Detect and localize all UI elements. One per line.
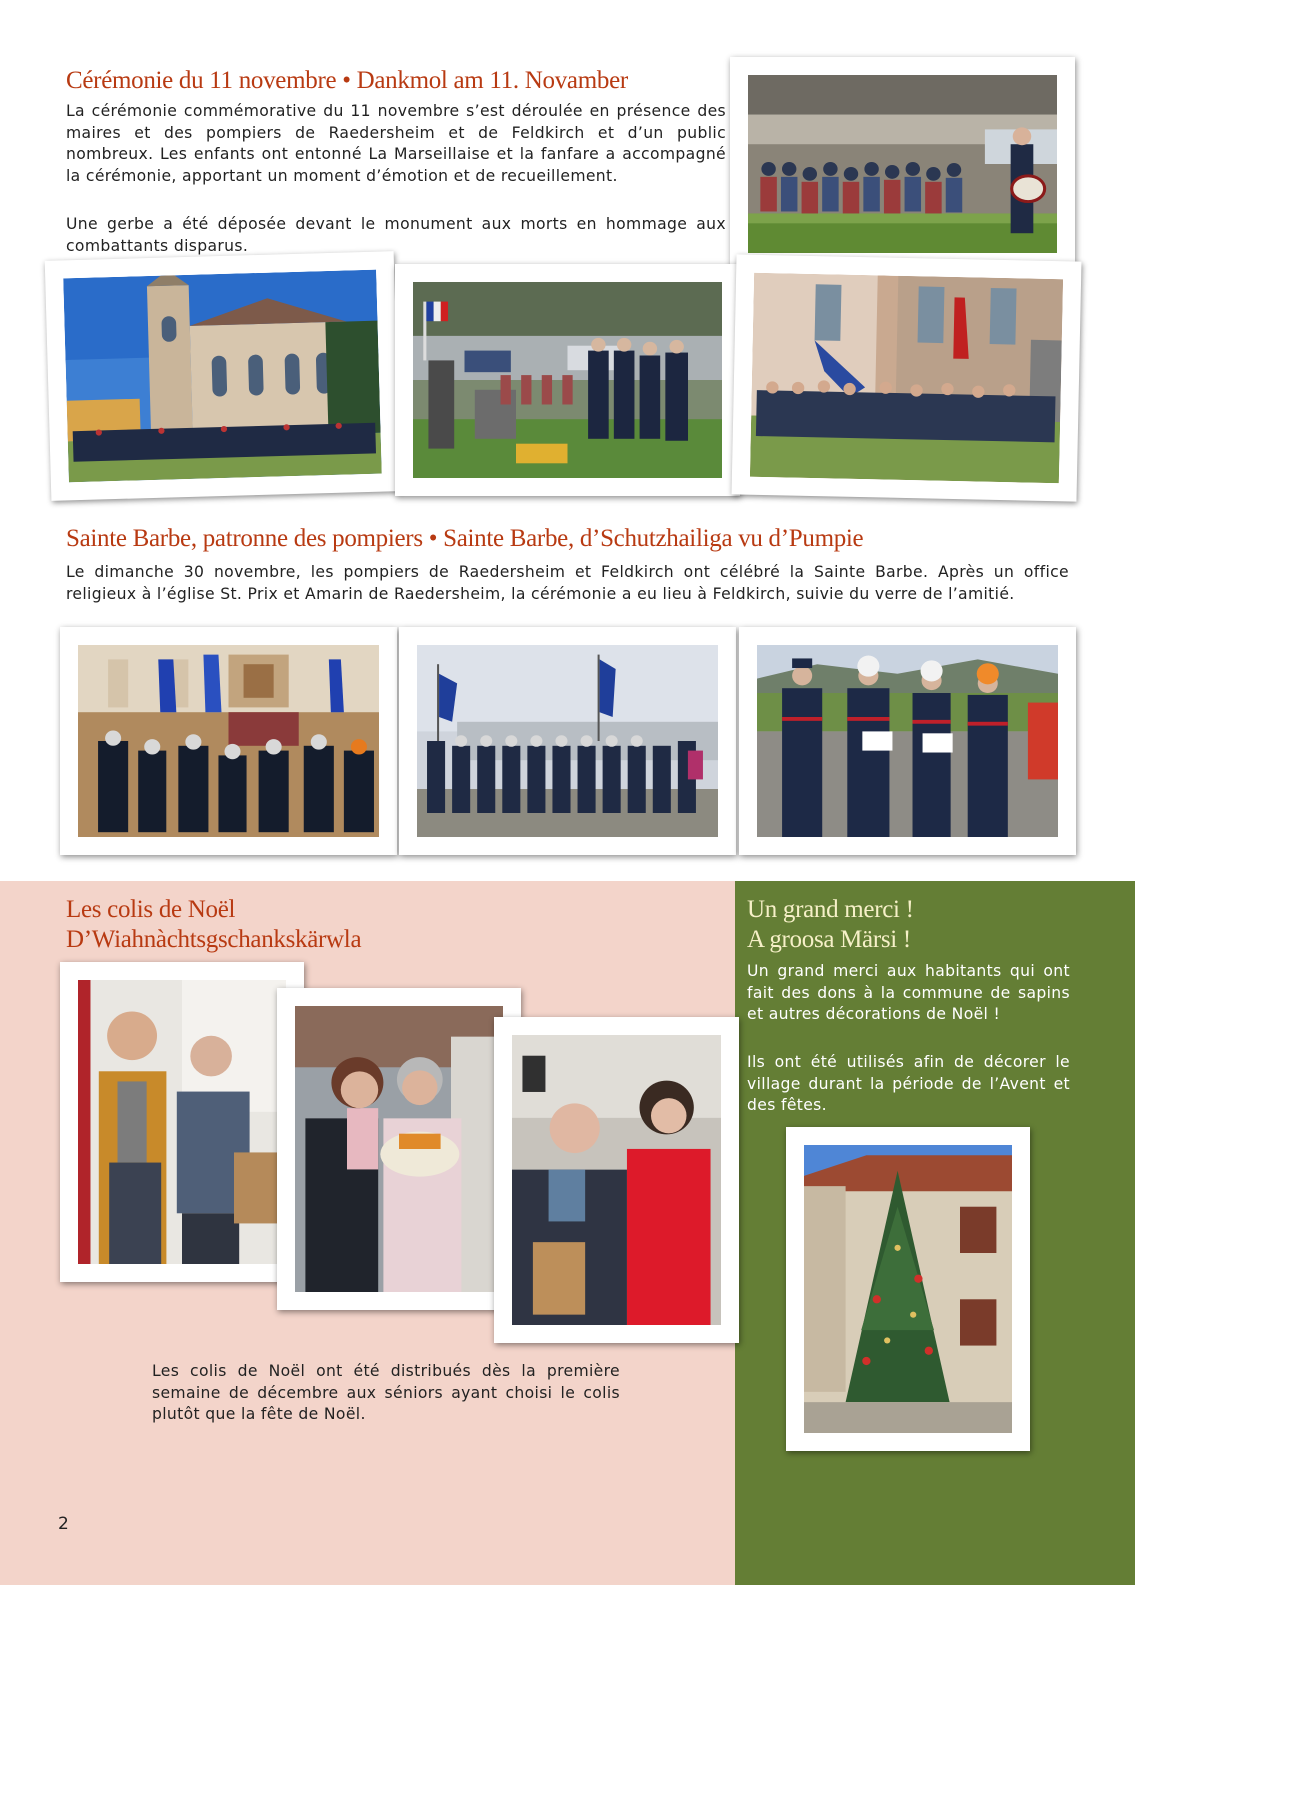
colis-noel-title-line1: Les colis de Noël — [66, 896, 236, 923]
photo-church-crowd — [45, 251, 401, 501]
section-title-grand-merci — [747, 895, 914, 955]
photo-colis-two-men — [60, 962, 304, 1282]
photo-young-pompiers — [739, 627, 1076, 855]
sainte-barbe-paragraph: Le dimanche 30 novembre, les pompiers de Raedersheim et Feldkirch ont célébré la Sainte Barbe. Après un office religieux à l’église St. Prix et Amarin de Raedersheim, la cérémonie a eu lieu à Feldkirch, suivie du verre de l’amitié. — [66, 563, 1069, 603]
grand-merci-title-line2: A groosa Märsi ! — [747, 926, 911, 953]
grand-merci-paragraph-2: Ils ont été utilisés afin de décorer le village durant la période de l’Avent et des fêtes. — [747, 1053, 1070, 1114]
photo-children-crowd — [730, 57, 1075, 271]
photo-flags-monument — [732, 254, 1082, 501]
section-title-colis-noel — [66, 895, 361, 955]
photo-colis-man-woman — [494, 1017, 739, 1343]
ceremony-paragraph-2: Une gerbe a été déposée devant le monument aux morts en hommage aux combattants disparus. — [66, 215, 726, 255]
photo-christmas-tree — [786, 1127, 1030, 1451]
photo-pompiers-group — [399, 627, 736, 855]
photo-colis-two-women — [277, 988, 521, 1310]
colis-noel-paragraph: Les colis de Noël ont été distribués dès la première semaine de décembre aux séniors ayant choisi le colis plutôt que la fête de Noël. — [152, 1362, 620, 1423]
grand-merci-paragraph-1: Un grand merci aux habitants qui ont fait des dons à la commune de sapins et autres décorations de Noël ! — [747, 962, 1070, 1023]
section-title-11-novembre: Cérémonie du 11 novembre • Dankmol am 11. Novamber — [66, 67, 628, 94]
photo-mayors-monument — [395, 264, 740, 496]
photo-church-service — [60, 627, 397, 855]
colis-noel-title-line2: D’Wiahnàchtsgschankskärwla — [66, 926, 362, 953]
ceremony-paragraph-1: La cérémonie commémorative du 11 novembre s’est déroulée en présence des maires et des pompiers de Raedersheim et de Feldkirch et d’un public nombreux. Les enfants ont entonné La Marseillaise et la fanfare a accompagné la cérémonie, apportant un moment d’émotion et de recueillement. — [66, 102, 726, 185]
section-title-sainte-barbe: Sainte Barbe, patronne des pompiers • Sainte Barbe, d’Schutzhailiga vu d’Pumpie — [66, 525, 864, 552]
grand-merci-title-line1: Un grand merci ! — [747, 896, 914, 923]
page-number: 2 — [58, 1514, 69, 1534]
